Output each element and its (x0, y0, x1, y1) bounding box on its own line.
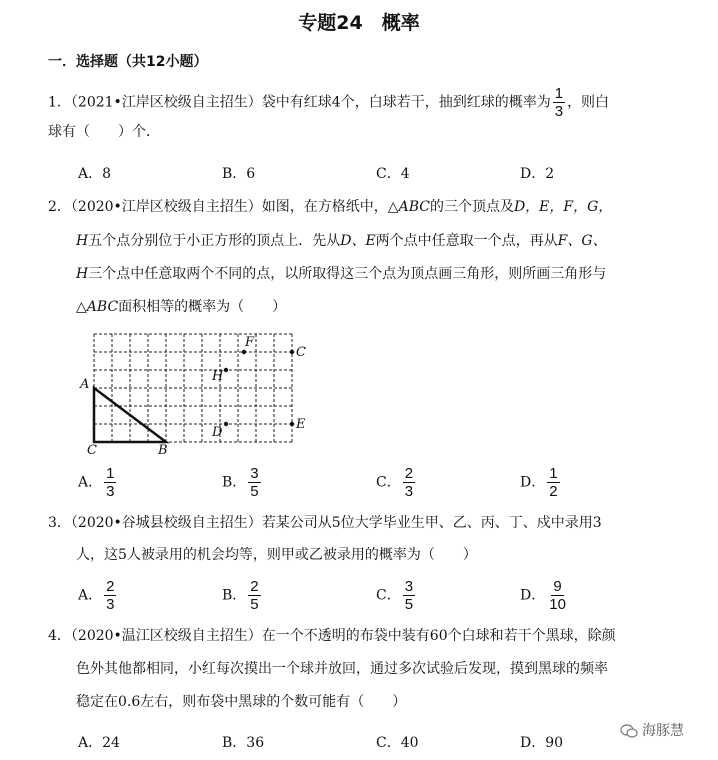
question-1-line-2: 球有（ ）个． (48, 124, 160, 140)
q1-option-d: D．2 (520, 166, 555, 182)
question-3-line-2: 人，这5人被录用的机会均等，则甲或乙被录用的概率为（ ） (76, 547, 477, 563)
question-text: （2021•江岸区校级自主招生）袋中有红球4个，白球若干，抽到红球的概率为 (70, 94, 551, 111)
label-h: H (212, 369, 224, 384)
q2-option-d: D． $\frac{1}{2}$ (520, 465, 558, 500)
question-4-line-2: 色外其他都相同，小红每次摸出一个球并放回，通过多次试验后发现，摸到黑球的频率 (76, 661, 608, 677)
fraction-denominator: 3 (554, 103, 564, 120)
point-c2 (290, 350, 294, 354)
q1-option-c: C．4 (376, 166, 410, 182)
q3-option-d: D． $\frac{9}{10}$ (520, 578, 566, 613)
fraction (553, 86, 565, 119)
q4-option-d: D．90 (520, 735, 564, 751)
label-c2: C (296, 345, 306, 360)
q2-option-c: C． $\frac{2}{3}$ (376, 465, 414, 500)
grid-figure (78, 328, 318, 458)
q3-option-b: B． $\frac{2}{5}$ (222, 578, 259, 613)
watermark (620, 720, 684, 740)
q3-option-a: A． $\frac{2}{3}$ (78, 578, 115, 613)
point-d (224, 422, 228, 426)
question-4-line-3: 稳定在0.6左右，则布袋中黑球的个数可能有（ ） (76, 694, 407, 710)
point-f (242, 350, 246, 354)
grid-lines (94, 334, 292, 442)
fraction-numerator: 1 (554, 85, 564, 102)
label-b: B (158, 443, 168, 458)
label-d: D (212, 425, 223, 440)
q4-option-a: A．24 (78, 735, 120, 751)
watermark-text: 海豚慧 (642, 723, 684, 739)
question-4-line-1: 4．（2020•温江区校级自主招生）在一个不透明的布袋中装有60个白球和若干个黑球，除颜 (48, 628, 616, 644)
q4-option-b: B．36 (222, 735, 265, 751)
question-2-line-3: H三个点中任意取两个不同的点，以所取得这三个点为顶点画三角形，则所画三角形与 (76, 266, 607, 282)
q4-option-c: C．40 (376, 735, 419, 751)
q2-option-a: A． $\frac{1}{3}$ (78, 465, 115, 500)
section-heading: 一．选择题（共12小题） (48, 54, 208, 70)
label-e: E (296, 417, 306, 432)
q2-option-b: B． $\frac{3}{5}$ (222, 465, 259, 500)
q1-option-a: A．8 (78, 166, 112, 182)
question-number: 1． (48, 94, 71, 111)
point-h (224, 368, 228, 372)
label-a: A (80, 377, 90, 392)
question-2-line-1: 2．（2020•江岸区校级自主招生）如图，在方格纸中，△ABC的三个顶点及D，E，F，G， (48, 199, 613, 215)
q1-option-b: B．6 (222, 166, 256, 182)
question-1-line-1 (48, 86, 609, 119)
page-title: 专题24 概率 (298, 12, 420, 34)
point-e (290, 422, 294, 426)
question-text: ，则白 (567, 94, 610, 111)
question-2-line-4: △ABC面积相等的概率为（ ） (76, 299, 287, 315)
question-3-line-1: 3．（2020•谷城县校级自主招生）若某公司从5位大学毕业生甲、乙、丙、丁、戍中录用3 (48, 515, 602, 531)
q3-option-c: C． $\frac{3}{5}$ (376, 578, 414, 613)
label-c: C (87, 443, 97, 458)
wechat-icon (620, 724, 638, 738)
question-2-line-2: H五个点分别位于小正方形的顶点上．先从D、E两个点中任意取一个点，再从F、G、 (76, 233, 607, 249)
label-f: F (245, 335, 255, 350)
